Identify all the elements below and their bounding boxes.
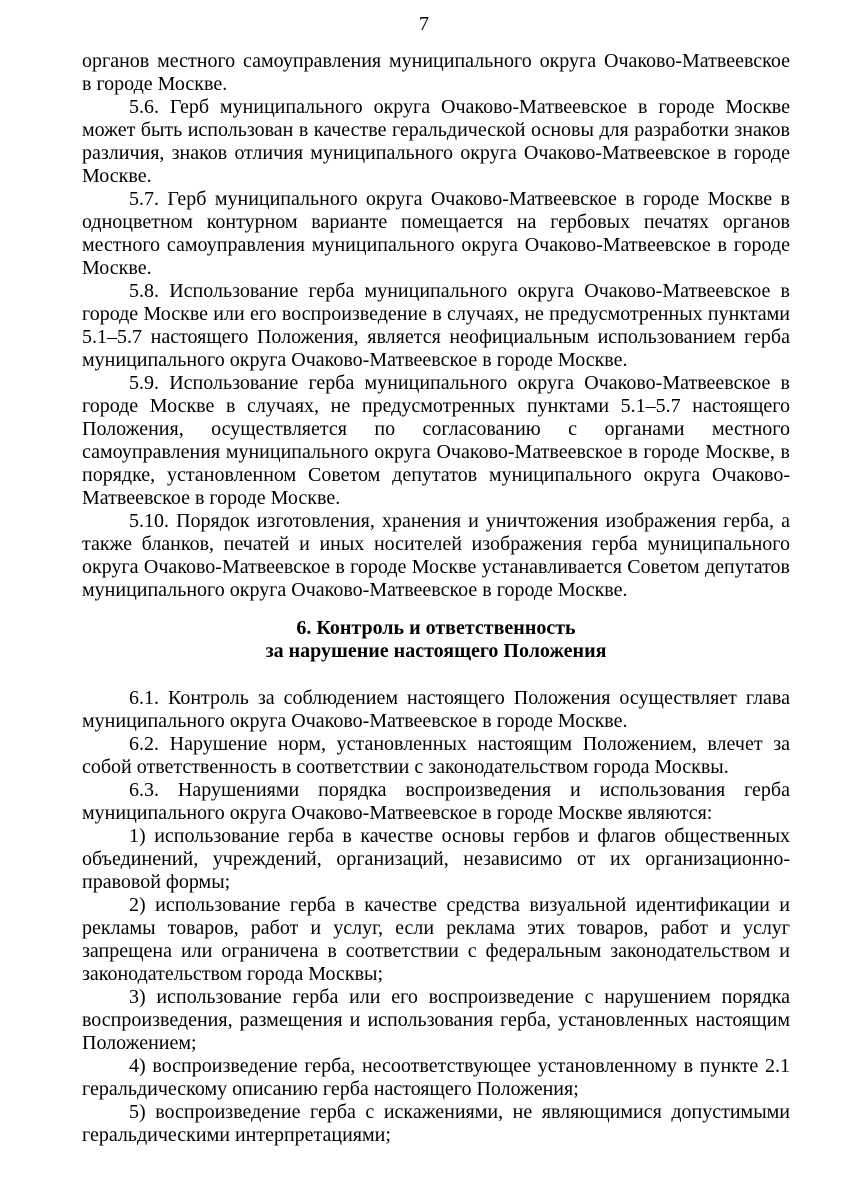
paragraph-5-9: 5.9. Использование герба муниципального округа Очаково-Матвеевское в городе Москве в случаях, не предусмотренных пунктами 5.1–5.7 настоящего Положения, осуществляется по согласованию с органами местного самоуправления муниципального округа Очаково-Матвеевское в городе Москве, в порядке, установленном Советом депутатов муниципального округа Очаково-Матвеевское в городе Москве. — [82, 372, 790, 509]
list-item-5: 5) воспроизведение герба с искажениями, не являющимися допустимыми геральдическими интерпретациями; — [82, 1101, 790, 1146]
section-6-heading-line-2: за нарушение настоящего Положения — [265, 640, 607, 662]
list-item-1: 1) использование герба в качестве основы гербов и флагов общественных объединений, учреждений, организаций, независимо от их организационно-правовой формы; — [82, 825, 790, 893]
paragraph-5-7: 5.7. Герб муниципального округа Очаково-Матвеевское в городе Москве в одноцветном контурном варианте помещается на гербовых печатях органов местного самоуправления муниципального округа Очаково-Матвеевское в городе Москве. — [82, 188, 790, 279]
paragraph-6-3: 6.3. Нарушениями порядка воспроизведения и использования герба муниципального округа Очаково-Матвеевское в городе Москве являются: — [82, 779, 790, 824]
list-item-2: 2) использование герба в качестве средства визуальной идентификации и рекламы товаров, работ и услуг, если реклама этих товаров, работ и услуг запрещена или ограничена в соответствии с федеральным законодательством и законодательством города Москвы; — [82, 894, 790, 985]
document-body — [82, 50, 790, 1147]
paragraph-5-10: 5.10. Порядок изготовления, хранения и уничтожения изображения герба, а также бланков, печатей и иных носителей изображения герба муниципального округа Очаково-Матвеевское в городе Москве устанавливается Советом депутатов муниципального округа Очаково-Матвеевское в городе Москве. — [82, 510, 790, 601]
paragraph-5-6: 5.6. Герб муниципального округа Очаково-Матвеевское в городе Москве может быть использован в качестве геральдической основы для разработки знаков различия, знаков отличия муниципального округа Очаково-Матвеевское в городе Москве. — [82, 96, 790, 187]
page-number: 7 — [419, 13, 429, 35]
list-item-3: 3) использование герба или его воспроизведение с нарушением порядка воспроизведения, размещения и использования герба, установленных настоящим Положением; — [82, 986, 790, 1054]
paragraph-6-2: 6.2. Нарушение норм, установленных настоящим Положением, влечет за собой ответственность в соответствии с законодательством города Москвы. — [82, 733, 790, 778]
section-6-heading-line-1: 6. Контроль и ответственность — [296, 617, 576, 639]
section-6-heading — [82, 617, 790, 663]
paragraph-6-1: 6.1. Контроль за соблюдением настоящего Положения осуществляет глава муниципального округа Очаково-Матвеевское в городе Москве. — [82, 687, 790, 732]
paragraph-5-8: 5.8. Использование герба муниципального округа Очаково-Матвеевское в городе Москве или его воспроизведение в случаях, не предусмотренных пунктами 5.1–5.7 настоящего Положения, является неофициальным использованием герба муниципального округа Очаково-Матвеевское в городе Москве. — [82, 280, 790, 371]
paragraph-continuation: органов местного самоуправления муниципального округа Очаково-Матвеевское в городе Москве. — [82, 50, 790, 95]
list-item-4: 4) воспроизведение герба, несоответствующее установленному в пункте 2.1 геральдическому описанию герба настоящего Положения; — [82, 1055, 790, 1100]
